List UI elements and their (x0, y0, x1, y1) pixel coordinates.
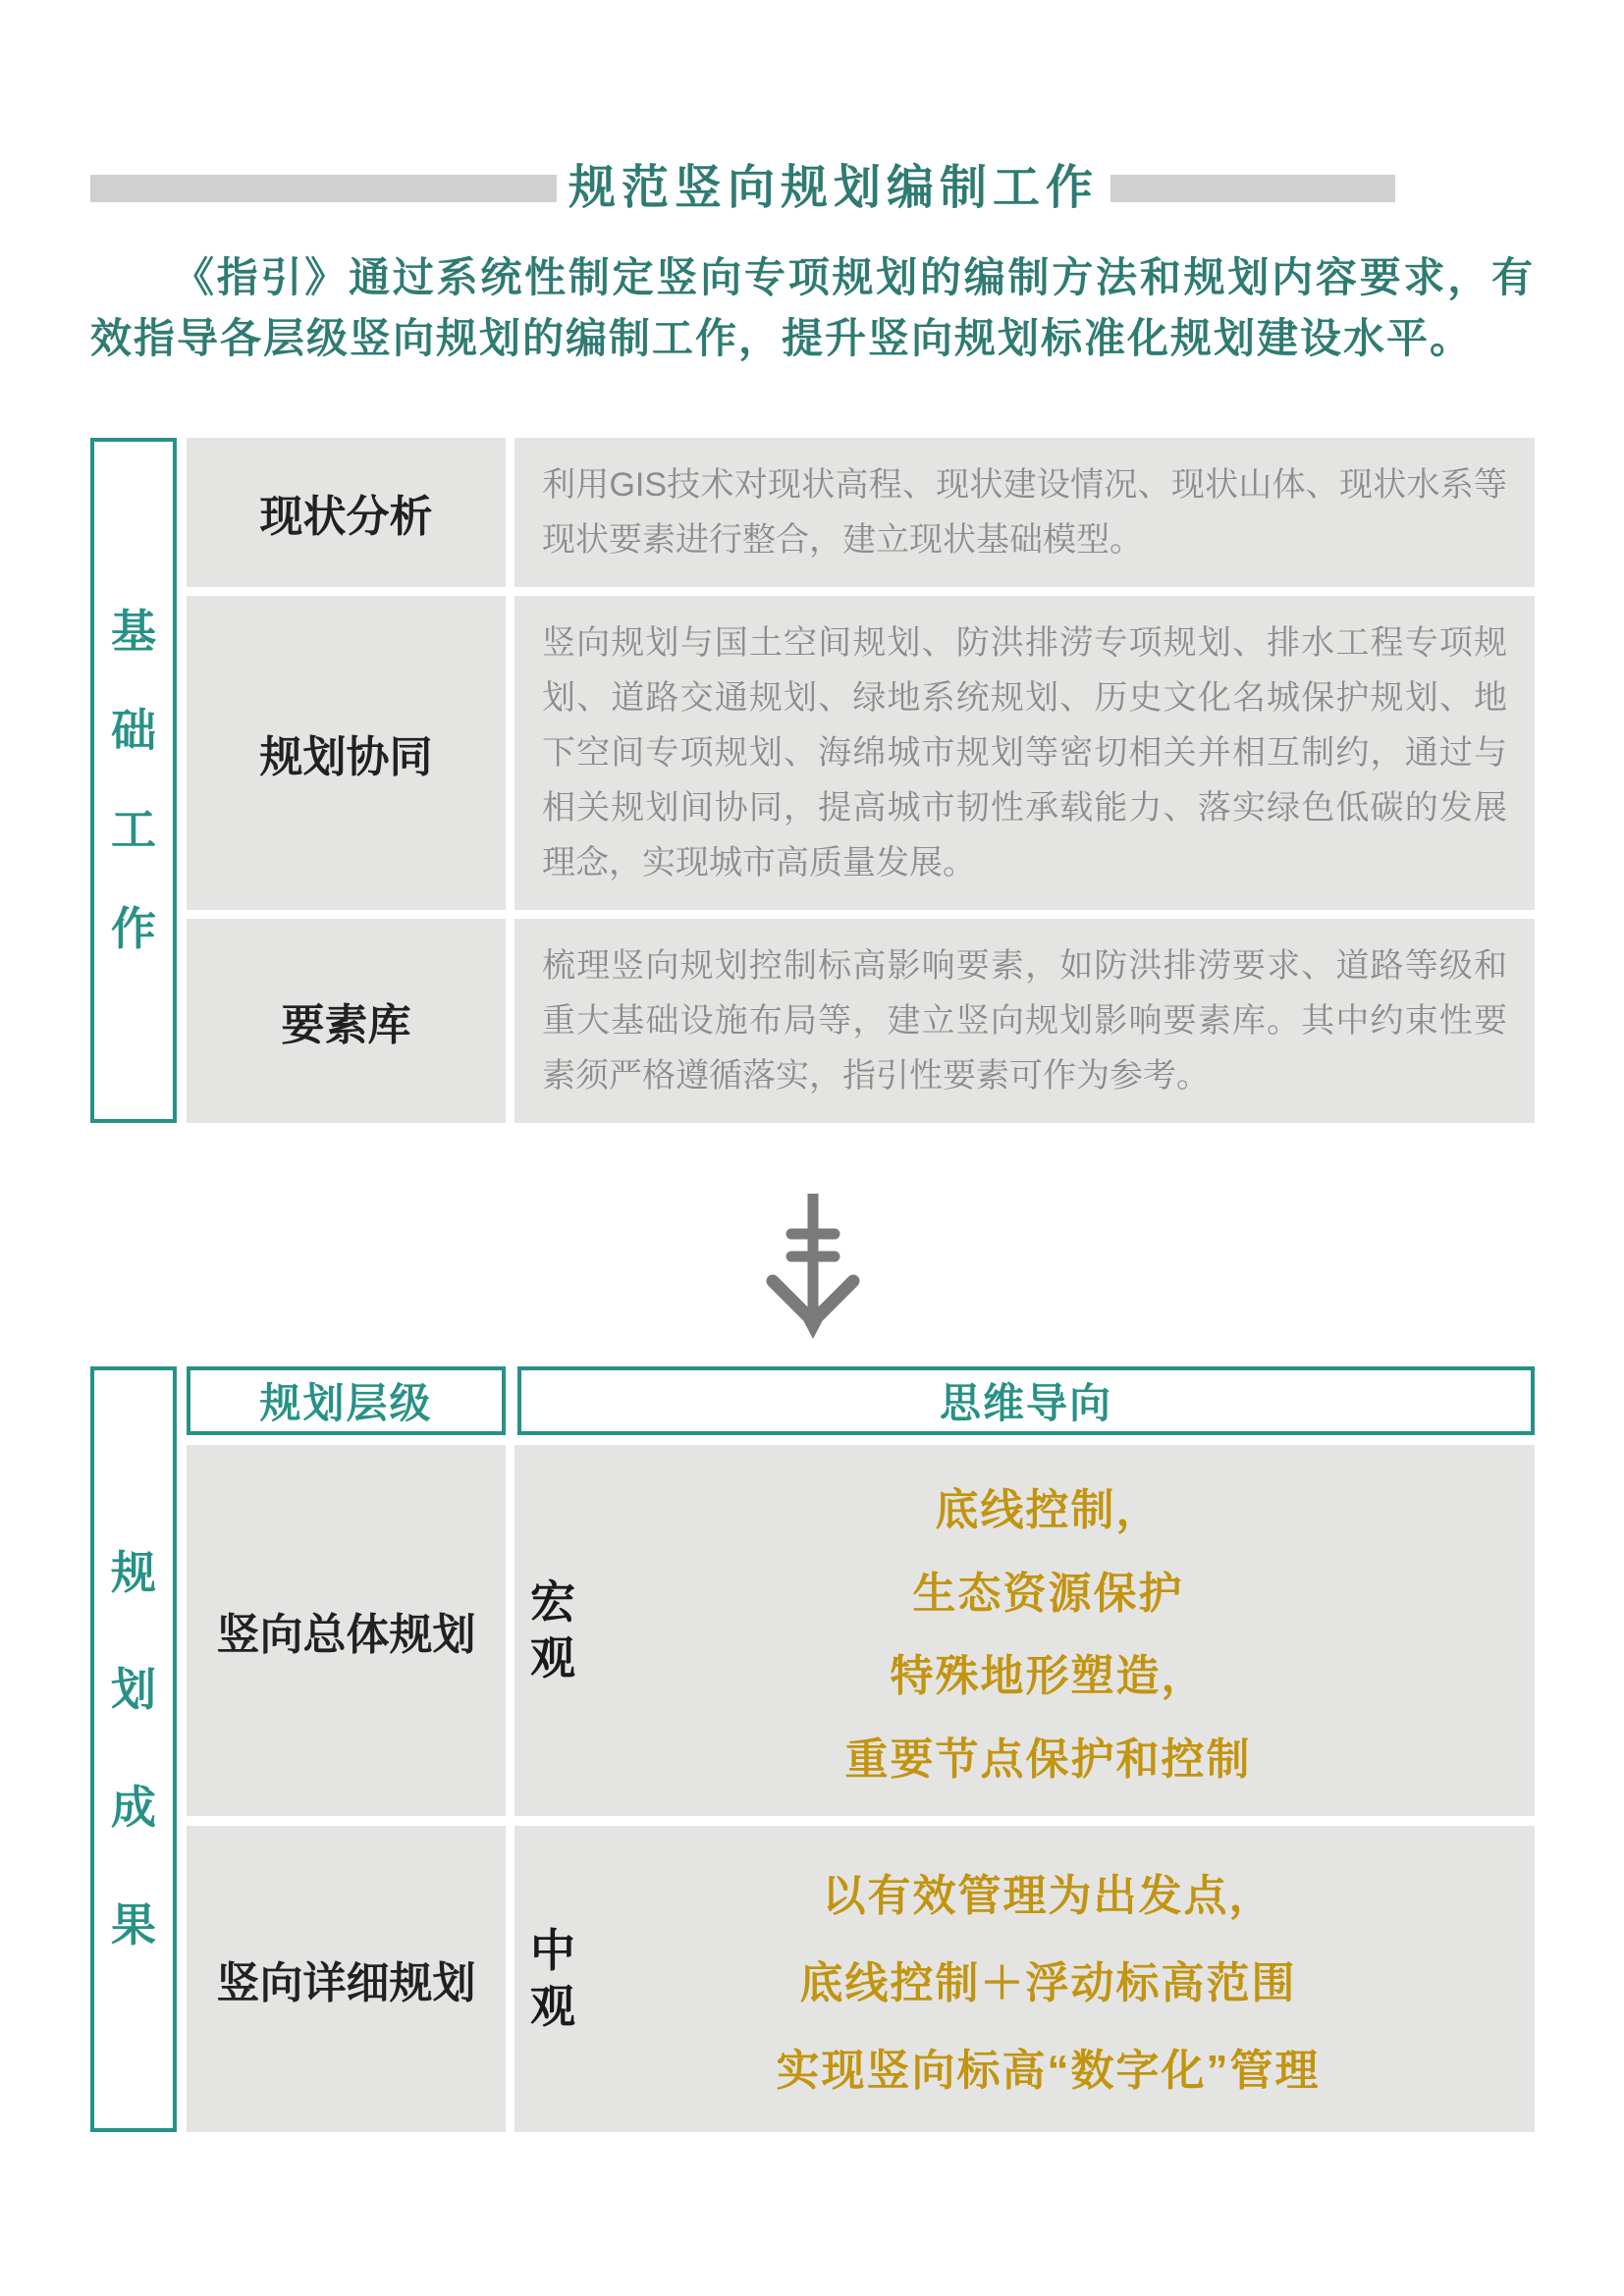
basics-rows (187, 438, 1535, 1123)
basics-side-box (90, 438, 177, 1123)
point-item: 特殊地形塑造， (890, 1652, 1207, 1701)
results-side-box (90, 1366, 177, 2132)
points-list (585, 1455, 1511, 1806)
table-row (187, 438, 1535, 587)
scale-label: 中观 (530, 1924, 575, 2032)
header-cell-level: 规划层级 (187, 1366, 506, 1435)
results-side-label: 规划成果 (111, 1546, 156, 1950)
scale-label: 宏观 (530, 1575, 575, 1683)
header-cell-orientation: 思维导向 (517, 1366, 1535, 1435)
row-label: 要素库 (187, 919, 506, 1123)
point-item: 底线控制＋浮动标高范围 (799, 1959, 1297, 2007)
point-item: 实现竖向标高“数字化”管理 (776, 2047, 1321, 2095)
down-arrow-icon (764, 1192, 862, 1339)
table-row (187, 919, 1535, 1123)
flow-arrow-container (90, 1192, 1535, 1339)
point-item: 重要节点保护和控制 (844, 1735, 1252, 1784)
title-row (90, 162, 1535, 214)
results-row-content (514, 1445, 1535, 1816)
basics-side-label: 基础工作 (111, 605, 156, 955)
point-item: 底线控制， (935, 1486, 1162, 1535)
title-decoration-bar-right (1110, 175, 1395, 202)
row-description: 利用GIS技术对现状高程、现状建设情况、现状山体、现状水系等现状要素进行整合，建立现状基础模型。 (514, 438, 1535, 587)
results-rows (187, 1366, 1535, 2132)
results-row-content (514, 1826, 1535, 2132)
table-row (187, 1826, 1535, 2132)
results-row-label: 竖向总体规划 (187, 1445, 506, 1816)
table-row (187, 596, 1535, 910)
row-label: 规划协同 (187, 596, 506, 910)
row-label: 现状分析 (187, 438, 506, 587)
points-list (585, 1836, 1511, 2122)
row-description: 梳理竖向规划控制标高影响要素，如防洪排涝要求、道路等级和重大基础设施布局等，建立竖向规划影响要素库。其中约束性要素须严格遵循落实，指引性要素可作为参考。 (514, 919, 1535, 1123)
title-decoration-bar-left (90, 175, 557, 202)
table-row (187, 1445, 1535, 1816)
row-description: 竖向规划与国土空间规划、防洪排涝专项规划、排水工程专项规划、道路交通规划、绿地系统规划、历史文化名城保护规划、地下空间专项规划、海绵城市规划等密切相关并相互制约，通过与相关规划间协同，提高城市韧性承载能力、落实绿色低碳的发展理念，实现城市高质量发展。 (514, 596, 1535, 910)
point-item: 以有效管理为出发点， (822, 1872, 1274, 1920)
point-item: 生态资源保护 (912, 1569, 1184, 1618)
basics-table (90, 438, 1535, 1123)
results-table (90, 1366, 1535, 2132)
intro-paragraph: 《指引》通过系统性制定竖向专项规划的编制方法和规划内容要求，有效指导各层级竖向规划的编制工作，提升竖向规划标准化规划建设水平。 (90, 254, 1535, 361)
results-header-row (187, 1366, 1535, 1435)
results-row-label: 竖向详细规划 (187, 1826, 506, 2132)
page-title: 规范竖向规划编制工作 (568, 162, 1100, 214)
